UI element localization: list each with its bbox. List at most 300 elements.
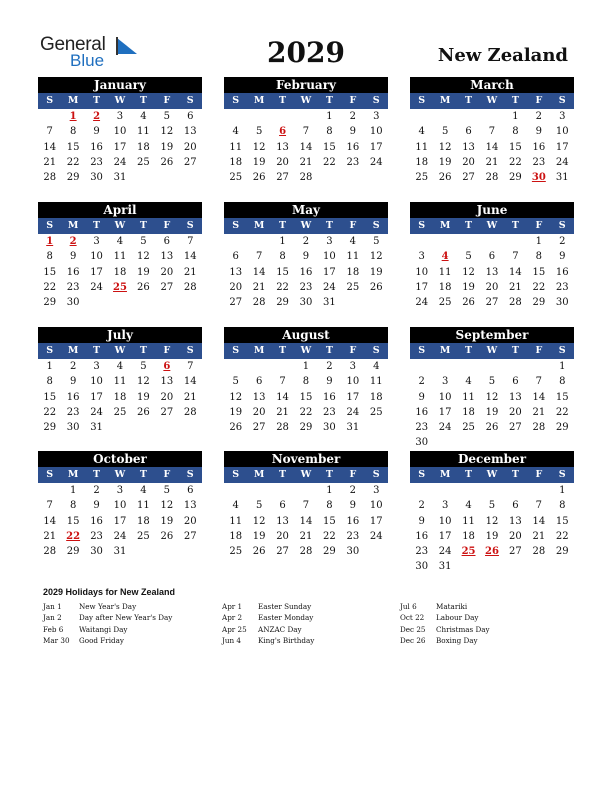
weekday-label: T [511,95,519,106]
holiday-date: Dec 26 [400,635,426,645]
month-july [38,327,202,435]
day-cell: 25 [369,406,383,418]
day-cell: 25 [415,172,429,184]
day-cell: 1 [559,485,566,496]
day-cell: 27 [485,297,499,309]
day-cell: 15 [323,141,336,153]
day-cell: 1 [326,111,333,122]
month-name: November [224,451,388,467]
weekday-label: S [46,469,54,480]
weekday-label: T [139,220,147,231]
day-cell: 26 [252,546,266,558]
day-cell: 14 [43,515,57,527]
empty-cell [504,234,527,249]
empty-cell [433,483,456,498]
holiday-row [43,635,172,646]
day-cell: 14 [183,251,197,263]
empty-cell [433,234,456,249]
day-cell: 18 [229,156,243,168]
day-cell: 11 [415,141,429,153]
weekday-label: S [186,95,194,106]
day-cell: 25 [137,156,150,168]
day-cell: 31 [438,561,452,573]
day-cell: 6 [465,126,472,138]
day-cell: 9 [418,391,425,403]
day-cell: 30 [66,297,80,309]
weekday-header [38,218,202,234]
weekday-label: T [139,345,147,356]
day-cell: 10 [555,126,569,138]
weekday-label: T [511,345,519,356]
day-cell: 31 [113,172,127,184]
day-cell: 24 [113,530,127,542]
weekday-label: S [418,345,426,356]
day-cell: 29 [323,546,336,558]
day-cell: 20 [276,156,289,168]
day-cell: 12 [485,391,499,403]
day-cell: 24 [90,281,103,293]
day-cell: 12 [229,391,243,403]
weekday-label: W [486,345,498,356]
empty-cell [433,109,456,124]
day-cell: 23 [90,530,103,542]
day-grid [224,483,388,559]
day-cell: 15 [555,391,569,403]
weekday-label: S [418,95,426,106]
day-cell: 28 [299,172,313,184]
day-cell: 4 [418,126,425,138]
weekday-label: F [349,469,357,480]
day-cell: 10 [369,500,383,512]
day-cell: 7 [46,126,53,138]
day-cell: 13 [462,141,475,153]
month-name: September [410,327,574,343]
day-cell: 20 [160,391,174,403]
weekday-label: T [93,345,101,356]
day-grid [410,234,574,310]
day-cell: 11 [113,251,127,263]
day-cell: 14 [299,515,313,527]
weekday-label: T [325,95,333,106]
weekday-label: F [535,345,543,356]
day-cell: 18 [369,391,383,403]
empty-cell [527,483,550,498]
weekday-label: F [535,220,543,231]
day-cell: 13 [183,126,197,138]
day-cell: 9 [93,500,100,512]
day-cell: 30 [90,546,103,558]
day-grid [224,109,388,185]
day-cell: 11 [229,515,243,527]
day-cell: 19 [160,515,174,527]
day-cell: 25 [462,422,475,434]
empty-cell [247,109,270,124]
empty-cell [480,483,503,498]
weekday-header [224,343,388,359]
day-cell: 21 [532,406,546,418]
day-cell: 21 [509,281,522,293]
weekday-label: S [46,345,54,356]
day-cell: 25 [137,530,150,542]
day-cell: 28 [183,406,197,418]
day-cell: 18 [137,141,150,153]
holiday-date: Apr 2 [222,613,243,623]
day-cell: 19 [438,156,452,168]
weekday-label: T [279,469,287,480]
day-grid [38,234,202,310]
day-cell: 28 [183,281,197,293]
weekday-label: W [300,220,312,231]
weekday-label: F [163,469,171,480]
day-cell: 20 [509,530,522,542]
day-cell: 23 [415,422,429,434]
day-cell: 18 [229,530,243,542]
day-cell: 17 [113,515,127,527]
day-cell: 5 [163,485,171,496]
day-cell: 16 [90,515,103,527]
weekday-label: S [232,95,240,106]
day-cell: 22 [555,530,569,542]
day-cell: 9 [349,500,357,512]
day-cell: 11 [462,391,475,403]
holiday-name: Day after New Year's Day [79,613,173,623]
weekday-label: F [349,220,357,231]
day-cell: 21 [252,281,266,293]
day-cell: 13 [160,251,174,263]
day-cell: 1 [326,485,333,496]
holiday-day-cell: 4 [441,251,449,263]
day-cell: 5 [255,126,263,138]
day-cell: 5 [163,111,171,122]
day-cell: 9 [69,251,77,263]
day-cell: 2 [535,111,543,122]
day-cell: 18 [113,391,127,403]
day-cell: 20 [462,156,475,168]
day-cell: 5 [232,376,239,388]
month-november [224,451,388,559]
day-cell: 31 [90,422,103,434]
weekday-label: W [114,469,126,480]
day-cell: 2 [349,485,357,496]
day-cell: 17 [90,266,103,278]
day-cell: 13 [183,500,197,512]
day-cell: 6 [232,251,239,263]
day-cell: 10 [113,500,127,512]
day-cell: 7 [255,251,263,263]
month-june [410,202,574,310]
day-grid [410,359,574,451]
holiday-day-cell: 26 [485,546,499,558]
day-cell: 16 [90,141,103,153]
day-cell: 7 [302,126,310,138]
day-cell: 7 [488,126,496,138]
day-cell: 24 [90,406,103,418]
day-cell: 4 [140,111,147,122]
day-cell: 5 [255,500,263,512]
holiday-day-cell: 25 [113,281,127,293]
holiday-day-cell: 2 [69,236,77,247]
day-cell: 6 [512,376,519,388]
weekday-label: M [67,469,79,480]
year-title: 2029 [267,36,345,69]
weekday-label: T [511,469,519,480]
weekday-label: S [186,220,194,231]
day-cell: 16 [415,530,429,542]
weekday-header [410,93,574,109]
day-cell: 22 [66,156,80,168]
day-cell: 27 [229,297,243,309]
weekday-label: F [163,345,171,356]
day-cell: 18 [462,406,475,418]
weekday-header [38,343,202,359]
day-cell: 28 [485,172,499,184]
day-cell: 12 [137,251,150,263]
day-cell: 6 [512,500,519,512]
holiday-row [43,612,172,623]
day-cell: 9 [69,376,77,388]
weekday-label: W [486,95,498,106]
holiday-name: Waitangi Day [79,624,128,634]
day-cell: 26 [137,281,150,293]
day-cell: 15 [66,141,80,153]
day-cell: 24 [369,156,383,168]
day-cell: 29 [555,546,569,558]
day-cell: 18 [137,515,150,527]
weekday-label: T [279,345,287,356]
day-cell: 8 [302,376,310,388]
day-cell: 24 [113,156,127,168]
holiday-row [400,612,490,623]
day-cell: 15 [276,266,289,278]
day-cell: 6 [187,111,194,122]
holiday-date: Oct 22 [400,613,425,623]
day-cell: 7 [302,500,310,512]
day-cell: 2 [559,236,566,247]
day-cell: 10 [369,126,383,138]
weekday-header [410,343,574,359]
day-cell: 8 [326,126,333,138]
day-cell: 2 [326,361,333,372]
empty-cell [247,359,270,374]
month-december [410,451,574,575]
weekday-label: S [372,95,380,106]
weekday-label: S [186,469,194,480]
day-cell: 13 [509,391,522,403]
weekday-label: M [439,345,451,356]
day-cell: 8 [69,126,77,138]
weekday-label: W [300,469,312,480]
day-cell: 3 [373,485,380,496]
day-cell: 18 [462,530,475,542]
day-cell: 5 [373,236,380,247]
weekday-label: M [67,95,79,106]
day-cell: 8 [559,376,566,388]
day-cell: 21 [299,530,313,542]
day-cell: 28 [43,546,57,558]
day-cell: 8 [512,126,519,138]
empty-cell [271,359,294,374]
holiday-date: Feb 6 [43,624,64,634]
day-cell: 26 [252,172,266,184]
day-cell: 2 [418,376,425,388]
day-cell: 29 [276,297,289,309]
day-cell: 20 [183,515,197,527]
empty-cell [457,234,480,249]
day-cell: 18 [415,156,429,168]
day-cell: 13 [229,266,243,278]
day-cell: 16 [555,266,569,278]
day-cell: 18 [346,266,360,278]
day-cell: 27 [183,530,197,542]
holiday-name: ANZAC Day [258,624,302,634]
day-cell: 6 [163,236,171,247]
logo-word-general: General [40,34,106,55]
day-cell: 15 [66,515,80,527]
empty-cell [457,109,480,124]
day-cell: 8 [535,251,543,263]
weekday-label: W [114,95,126,106]
day-cell: 19 [462,281,475,293]
holiday-day-cell: 30 [531,172,546,184]
day-cell: 3 [441,376,449,388]
day-cell: 13 [276,141,289,153]
day-cell: 16 [299,266,313,278]
weekday-label: M [439,469,451,480]
day-cell: 30 [415,437,429,449]
day-cell: 22 [509,156,522,168]
day-cell: 3 [349,361,357,372]
day-cell: 8 [559,500,566,512]
empty-cell [504,359,527,374]
holiday-name: King's Birthday [258,635,315,645]
day-cell: 18 [113,266,127,278]
day-cell: 26 [160,530,174,542]
day-cell: 26 [137,406,150,418]
weekday-label: F [349,95,357,106]
weekday-label: T [325,469,333,480]
day-cell: 1 [279,236,286,247]
month-name: March [410,77,574,93]
day-cell: 13 [160,376,174,388]
day-cell: 23 [90,156,103,168]
weekday-label: T [139,95,147,106]
day-cell: 14 [43,141,57,153]
day-cell: 29 [555,422,569,434]
day-cell: 22 [555,406,569,418]
day-cell: 7 [279,376,286,388]
day-cell: 14 [509,266,522,278]
weekday-label: S [232,345,240,356]
day-cell: 16 [323,391,336,403]
day-cell: 10 [346,376,360,388]
weekday-label: T [279,95,287,106]
day-cell: 13 [485,266,499,278]
day-cell: 5 [488,376,496,388]
day-cell: 17 [346,391,360,403]
month-march [410,77,574,185]
weekday-label: S [372,469,380,480]
day-cell: 29 [532,297,546,309]
weekday-label: M [253,95,265,106]
day-cell: 8 [46,376,53,388]
day-cell: 21 [183,266,197,278]
day-cell: 10 [113,126,127,138]
empty-cell [294,109,317,124]
day-cell: 26 [229,422,243,434]
day-cell: 26 [485,422,499,434]
weekday-label: F [535,95,543,106]
day-cell: 2 [93,485,100,496]
month-october [38,451,202,559]
empty-cell [410,483,433,498]
day-cell: 1 [302,361,310,372]
day-cell: 24 [369,530,383,542]
day-cell: 4 [349,236,357,247]
day-cell: 9 [559,251,566,263]
day-cell: 17 [323,266,336,278]
day-cell: 11 [369,376,383,388]
day-cell: 21 [276,406,289,418]
day-cell: 27 [160,406,174,418]
month-name: October [38,451,202,467]
month-name: May [224,202,388,218]
holiday-name: Christmas Day [436,624,490,634]
month-january [38,77,202,185]
empty-cell [247,483,270,498]
day-cell: 7 [46,500,53,512]
weekday-header [224,93,388,109]
month-name: February [224,77,388,93]
weekday-label: F [349,345,357,356]
day-cell: 25 [346,281,360,293]
day-cell: 14 [276,391,289,403]
day-cell: 4 [465,500,472,512]
holiday-column [400,601,490,646]
empty-cell [224,359,247,374]
holiday-name: Easter Sunday [258,602,312,611]
weekday-label: S [418,220,426,231]
day-cell: 3 [559,111,566,122]
day-cell: 7 [535,376,543,388]
day-cell: 23 [66,281,80,293]
holiday-day-cell: 6 [279,126,287,138]
day-cell: 14 [532,391,546,403]
day-cell: 30 [323,422,336,434]
day-cell: 6 [255,376,263,388]
day-cell: 2 [69,361,77,372]
empty-cell [457,359,480,374]
day-cell: 19 [252,530,266,542]
day-grid [38,109,202,185]
day-cell: 22 [43,281,57,293]
weekday-label: T [511,220,519,231]
day-cell: 19 [137,266,150,278]
day-cell: 22 [323,530,336,542]
day-cell: 10 [438,515,452,527]
weekday-label: S [372,345,380,356]
day-cell: 12 [462,266,475,278]
day-cell: 25 [229,546,243,558]
weekday-label: T [325,345,333,356]
day-cell: 7 [187,361,194,372]
day-cell: 3 [373,111,380,122]
day-cell: 20 [509,406,522,418]
weekday-header [38,467,202,483]
weekday-label: S [46,95,54,106]
day-cell: 12 [438,141,452,153]
day-cell: 16 [66,266,80,278]
day-cell: 5 [140,236,147,247]
